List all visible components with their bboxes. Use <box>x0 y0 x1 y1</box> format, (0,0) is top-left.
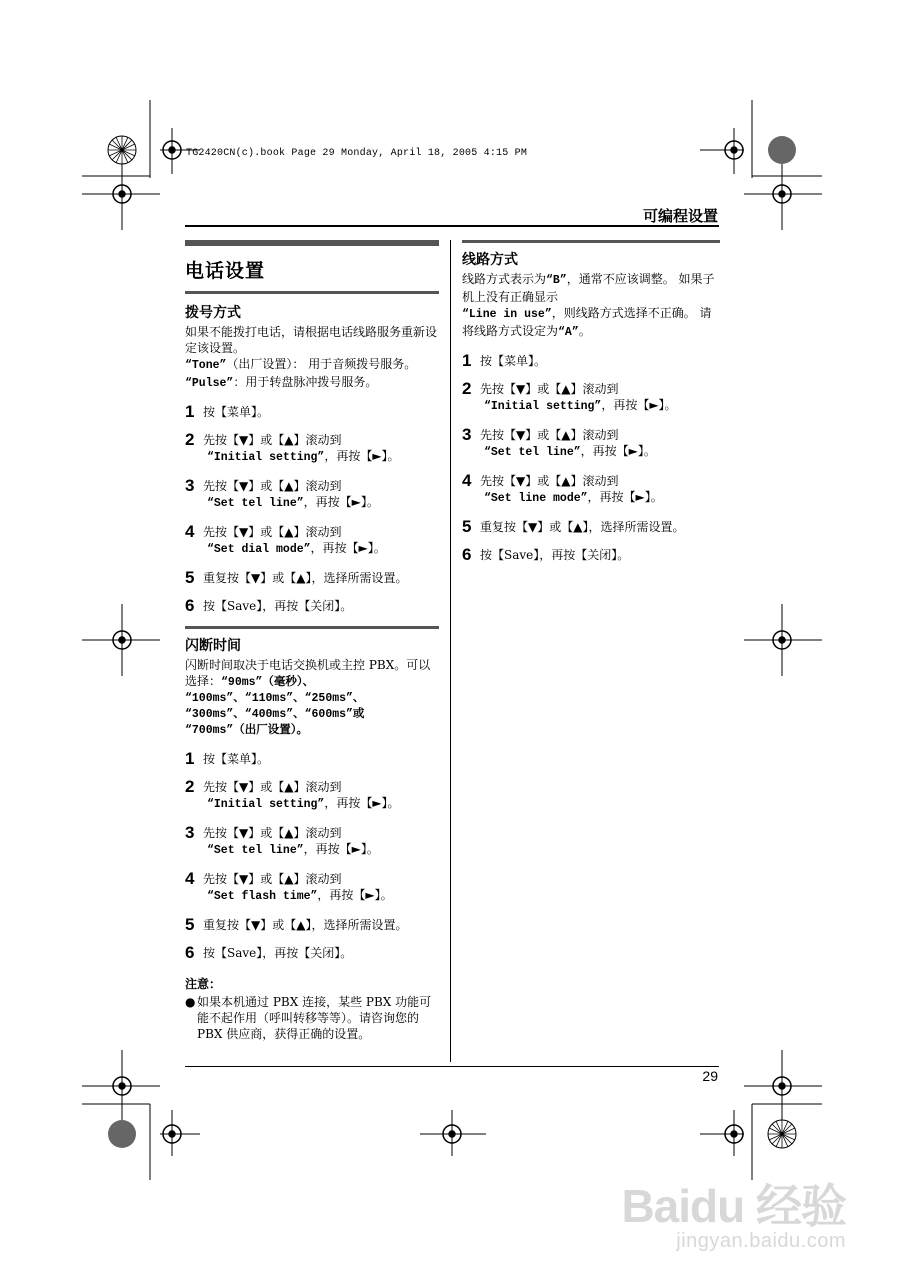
page-number: 29 <box>702 1068 718 1084</box>
step <box>185 404 439 420</box>
step <box>462 381 720 415</box>
step-number: 4 <box>462 471 472 490</box>
line-mode-intro <box>462 271 720 341</box>
step-number: 1 <box>185 402 195 421</box>
pulse-text: ：用于转盘脉冲拨号服务。 <box>233 375 378 389</box>
flash-options-2: “100ms”、“110ms”、“250ms”、 <box>185 692 365 705</box>
pulse-value: “Pulse” <box>185 377 234 390</box>
step <box>185 825 439 859</box>
step-tail: ，再按【►】。 <box>587 490 663 504</box>
intro-text: ，则线路方式选择不正确。 请将线路方式设定为 <box>462 306 712 338</box>
step-code: “Set tel line” <box>484 446 581 459</box>
step <box>462 473 720 507</box>
step-number: 6 <box>185 596 195 615</box>
step <box>185 945 439 961</box>
step-text: 先按【▼】或【▲】滚动到 <box>203 479 342 493</box>
step-text: 先按【▼】或【▲】滚动到 <box>203 826 342 840</box>
section-bar <box>185 240 439 246</box>
step-text: 按【Save】，再按【关闭】。 <box>203 599 353 613</box>
step <box>185 432 439 466</box>
right-column <box>462 240 720 563</box>
step <box>185 570 439 586</box>
step-number: 1 <box>185 749 195 768</box>
step-number: 3 <box>185 823 195 842</box>
watermark-logo: Baidu 经验 <box>621 1180 846 1232</box>
step-tail: ，再按【►】。 <box>324 449 400 463</box>
step-tail: ，再按【►】。 <box>310 541 386 555</box>
step <box>462 427 720 461</box>
step-text: 先按【▼】或【▲】滚动到 <box>203 872 342 886</box>
page-title: 电话设置 <box>185 261 266 282</box>
flash-options-4: “700ms”（出厂设置）。 <box>185 724 309 737</box>
step-text: 先按【▼】或【▲】滚动到 <box>480 382 619 396</box>
step <box>462 519 720 535</box>
title-rule <box>185 291 439 294</box>
watermark-url: jingyan.baidu.com <box>676 1230 846 1252</box>
step-number: 2 <box>185 777 195 796</box>
flash-steps <box>185 751 439 961</box>
step-number: 4 <box>185 869 195 888</box>
dial-pulse-option <box>185 374 439 392</box>
note-title: 注意： <box>185 977 222 991</box>
section-heading-flash: 闪断时间 <box>185 637 241 653</box>
step <box>185 478 439 512</box>
step-tail: ，再按【►】。 <box>580 444 656 458</box>
step <box>462 353 720 369</box>
step-text: 先按【▼】或【▲】滚动到 <box>203 780 342 794</box>
step-number: 3 <box>462 425 472 444</box>
flash-options-1: “90ms”（毫秒）、 <box>221 676 315 689</box>
step-text: 按【Save】，再按【关闭】。 <box>480 548 630 562</box>
step-code: “Set line mode” <box>484 492 588 505</box>
step <box>185 524 439 558</box>
intro-code: “Line in use” <box>462 308 552 321</box>
step-code: “Set tel line” <box>207 844 304 857</box>
section-rule <box>185 626 439 629</box>
step-tail: ，再按【►】。 <box>324 796 400 810</box>
step <box>185 779 439 813</box>
step-number: 2 <box>462 379 472 398</box>
intro-code: “B” <box>546 274 567 287</box>
step-code: “Initial setting” <box>207 798 325 811</box>
section-rule <box>462 240 720 243</box>
dial-steps <box>185 404 439 614</box>
dial-tone-option <box>185 356 439 374</box>
section-heading-line-mode: 线路方式 <box>462 251 518 267</box>
bullet-icon: ● <box>185 995 196 1009</box>
footer-rule <box>185 1066 719 1067</box>
header-rule <box>185 225 719 227</box>
step-code: “Initial setting” <box>207 451 325 464</box>
step-number: 4 <box>185 522 195 541</box>
step-number: 2 <box>185 430 195 449</box>
intro-code: “A” <box>558 326 579 339</box>
tone-value: “Tone” <box>185 359 227 372</box>
left-column <box>185 240 439 1042</box>
line-mode-steps <box>462 353 720 563</box>
running-header: 可编程设置 <box>642 208 718 225</box>
step-tail: ，再按【►】。 <box>317 888 393 902</box>
baidu-watermark <box>621 1170 846 1253</box>
column-divider <box>450 240 451 1062</box>
flash-intro <box>185 657 439 691</box>
step-code: “Set tel line” <box>207 497 304 510</box>
step-text: 先按【▼】或【▲】滚动到 <box>203 433 342 447</box>
print-header: TG2420CN(c).book Page 29 Monday, April 18, 2005 4:15 PM <box>186 148 528 159</box>
step-number: 3 <box>185 476 195 495</box>
intro-text: ，通常不应该调整。 如果子机上没有正确显示 <box>462 272 715 304</box>
step <box>185 917 439 933</box>
step-text: 先按【▼】或【▲】滚动到 <box>480 428 619 442</box>
step-text: 按【菜单】。 <box>203 405 270 419</box>
step-tail: ，再按【►】。 <box>303 495 379 509</box>
step-number: 5 <box>185 568 195 587</box>
step <box>185 751 439 767</box>
note-item <box>185 994 439 1042</box>
dial-intro: 如果不能拨打电话，请根据电话线路服务重新设定该设置。 <box>185 325 438 355</box>
step-text: 先按【▼】或【▲】滚动到 <box>480 474 619 488</box>
step-code: “Set flash time” <box>207 890 318 903</box>
step-text: 按【菜单】。 <box>203 752 270 766</box>
note-text: 如果本机通过 PBX 连接，某些 PBX 功能可能不起作用（呼叫转移等等）。请咨询您的 PBX 供应商，获得正确的设置。 <box>197 995 432 1041</box>
step-text: 先按【▼】或【▲】滚动到 <box>203 525 342 539</box>
step-number: 6 <box>462 545 472 564</box>
step-code: “Set dial mode” <box>207 543 311 556</box>
step <box>462 547 720 563</box>
flash-options-3: “300ms”、“400ms”、“600ms”或 <box>185 708 365 721</box>
step-text: 重复按【▼】或【▲】，选择所需设置。 <box>203 571 408 585</box>
step-text: 按【Save】，再按【关闭】。 <box>203 946 353 960</box>
tone-text: （出厂设置）： 用于音频拨号服务。 <box>226 357 417 371</box>
intro-text: 线路方式表示为 <box>462 272 547 286</box>
step-code: “Initial setting” <box>484 400 602 413</box>
step-number: 1 <box>462 351 472 370</box>
step-number: 5 <box>462 517 472 536</box>
flash-intro-text: 闪断时间取决于电话交换机或主控 PBX。可以选择： <box>185 658 431 688</box>
step-tail: ，再按【►】。 <box>303 842 379 856</box>
step-text: 重复按【▼】或【▲】，选择所需设置。 <box>203 918 408 932</box>
section-heading-dial: 拨号方式 <box>185 304 241 320</box>
step-tail: ，再按【►】。 <box>601 398 677 412</box>
step <box>185 871 439 905</box>
step-text: 重复按【▼】或【▲】，选择所需设置。 <box>480 520 685 534</box>
intro-text: 。 <box>578 324 591 338</box>
step <box>185 598 439 614</box>
step-number: 6 <box>185 943 195 962</box>
step-text: 按【菜单】。 <box>480 354 547 368</box>
step-number: 5 <box>185 915 195 934</box>
